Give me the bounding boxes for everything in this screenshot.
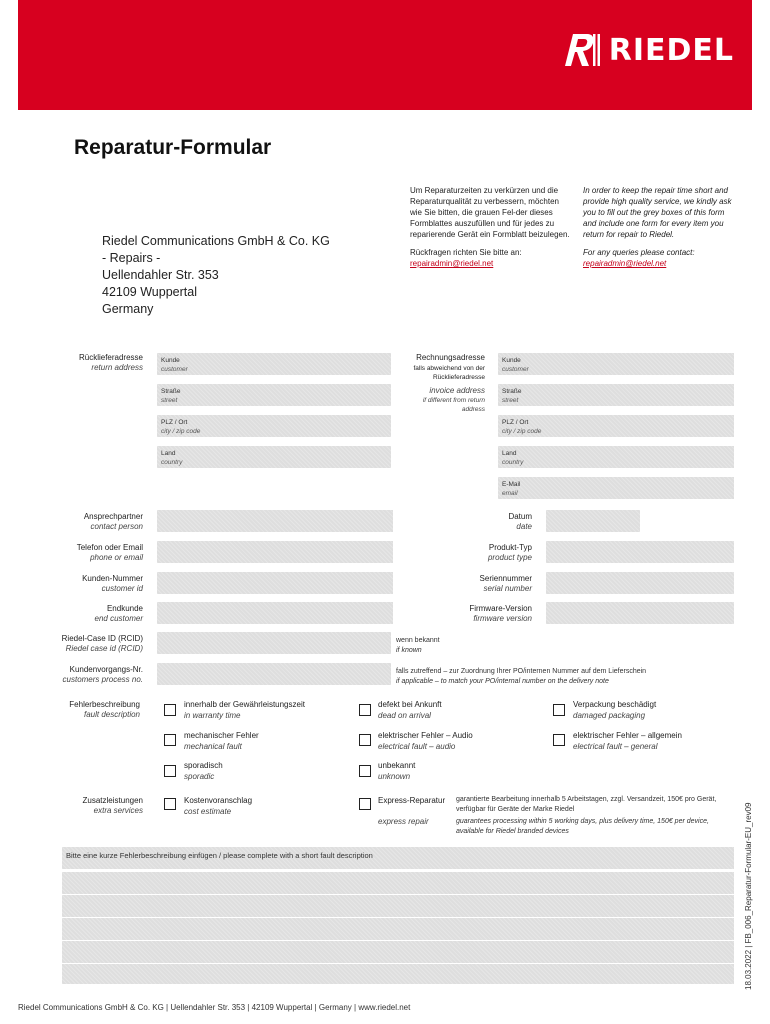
intro-text: In order to keep the repair time short and provide high quality service, we kindly ask you to fill out the grey boxes of this form and include one form for every item you return for repair to Riedel. [583, 186, 732, 239]
riedel-logo-icon [561, 30, 601, 70]
electrical-general-label: elektrischer Fehler – allgemein electrical fault – general [573, 731, 682, 751]
process-number-field[interactable] [157, 663, 391, 685]
invoice-street-field[interactable]: Straße street [498, 384, 734, 406]
mechanical-fault-label: mechanischer Fehler mechanical fault [184, 731, 259, 751]
phone-email-field[interactable] [157, 541, 393, 563]
cost-estimate-label: Kostenvoranschlag cost estimate [184, 796, 253, 816]
return-city-field[interactable]: PLZ / Ort city / zip code [157, 415, 391, 437]
return-country-field[interactable]: Land country [157, 446, 391, 468]
date-field[interactable] [546, 510, 640, 532]
express-repair-label: Express-Reparatur [378, 796, 446, 805]
product-type-field[interactable] [546, 541, 734, 563]
address-line: Riedel Communications GmbH & Co. KG [102, 234, 330, 248]
page-footer: Riedel Communications GmbH & Co. KG | Uellendahler Str. 353 | 42109 Wuppertal | Germany | www.riedel.net [18, 1003, 411, 1012]
page-title: Reparatur-Formular [74, 136, 272, 159]
dead-on-arrival-label: defekt bei Ankunft dead on arrival [378, 700, 442, 720]
electrical-audio-checkbox[interactable] [359, 734, 371, 746]
description-line-2[interactable] [62, 872, 734, 894]
description-line-1[interactable] [62, 847, 734, 869]
intro-english [583, 185, 733, 276]
express-repair-checkbox[interactable] [359, 798, 371, 810]
address-line: Germany [102, 302, 154, 316]
warranty-checkbox[interactable] [164, 704, 176, 716]
logo-text: RIEDEL [608, 32, 734, 68]
intro-german [410, 185, 570, 276]
fault-description-label: Fehlerbeschreibung fault description [69, 700, 140, 719]
contact-text: Rückfragen richten Sie bitte an: [410, 248, 522, 257]
express-note-english: guarantees processing within 5 working days, plus delivery time, 150€ per device, available for Riedel branded devices [456, 818, 709, 835]
invoice-email-field[interactable]: E-Mail email [498, 477, 734, 499]
invoice-city-field[interactable]: PLZ / Ort city / zip code [498, 415, 734, 437]
process-number-label: Kundenvorgangs-Nr. customers process no. [62, 665, 143, 684]
riedel-logo [561, 28, 734, 72]
description-line-5[interactable] [62, 941, 734, 963]
end-customer-label: Endkunde end customer [94, 604, 143, 623]
return-street-field[interactable]: Straße street [157, 384, 391, 406]
process-number-note: falls zutreffend – zur Zuordnung Ihrer PO/internen Nummer auf dem Lieferschein if applicable – to match your PO/internal number on the delivery note [396, 668, 647, 685]
end-customer-field[interactable] [157, 602, 393, 624]
express-note-german: garantierte Bearbeitung innerhalb 5 Arbeitstagen, zzgl. Versandzeit, 150€ pro Gerät, verfügbar für Geräte der Marke Riedel [456, 796, 717, 813]
sporadic-checkbox[interactable] [164, 765, 176, 777]
contact-email-link[interactable]: repairadmin@riedel.net [583, 259, 667, 268]
contact-person-field[interactable] [157, 510, 393, 532]
rcid-field[interactable] [157, 632, 391, 654]
invoice-customer-field[interactable]: Kunde customer [498, 353, 734, 375]
electrical-general-checkbox[interactable] [553, 734, 565, 746]
description-line-4[interactable] [62, 918, 734, 940]
contact-person-label: Ansprechpartner contact person [83, 512, 143, 531]
firmware-version-label: Firmware-Version firmware version [469, 604, 532, 623]
description-line-3[interactable] [62, 895, 734, 917]
return-address-label: Rücklieferadresse return address [78, 353, 143, 372]
rcid-label: Riedel-Case ID (RCID) Riedel case id (RCID) [61, 634, 143, 653]
address-line: 42109 Wuppertal [102, 285, 197, 299]
customer-id-field[interactable] [157, 572, 393, 594]
rcid-note: wenn bekannt if known [396, 637, 440, 654]
unknown-checkbox[interactable] [359, 765, 371, 777]
warranty-label: innerhalb der Gewährleistungszeit in warranty time [184, 700, 305, 720]
contact-text: For any queries please contact: [583, 248, 695, 257]
sporadic-label: sporadisch sporadic [184, 761, 223, 781]
cost-estimate-checkbox[interactable] [164, 798, 176, 810]
dead-on-arrival-checkbox[interactable] [359, 704, 371, 716]
address-line: Uellendahler Str. 353 [102, 268, 219, 282]
electrical-audio-label: elektrischer Fehler – Audio electrical fault – audio [378, 731, 473, 751]
description-prompt: Bitte eine kurze Fehlerbeschreibung einfügen / please complete with a short fault description [66, 851, 373, 860]
phone-email-label: Telefon oder Email phone or email [76, 543, 143, 562]
unknown-label: unbekannt unknown [378, 761, 416, 781]
mechanical-fault-checkbox[interactable] [164, 734, 176, 746]
firmware-version-field[interactable] [546, 602, 734, 624]
description-line-6[interactable] [62, 964, 734, 984]
address-line: - Repairs - [102, 251, 161, 265]
invoice-address-label-en: invoice address if different from return address [422, 386, 485, 413]
extra-services-label: Zusatzleistungen extra services [82, 796, 143, 815]
serial-number-field[interactable] [546, 572, 734, 594]
customer-id-label: Kunden-Nummer customer id [82, 574, 143, 593]
express-repair-label-en: express repair [378, 817, 429, 826]
intro-text: Um Reparaturzeiten zu verkürzen und die Reparaturqualität zu verbessern, möchten wie Sie bitten, die grauen Fel-der dieses Formblattes auszufüllen und für jedes zu reparierende Gerät ein Formblatt beizulegen. [410, 186, 570, 239]
contact-email-link[interactable]: repairadmin@riedel.net [410, 259, 494, 268]
date-label: Datum date [508, 512, 532, 531]
recipient-address [102, 233, 330, 318]
damaged-packaging-checkbox[interactable] [553, 704, 565, 716]
product-type-label: Produkt-Typ product type [487, 543, 532, 562]
damaged-packaging-label: Verpackung beschädigt damaged packaging [573, 700, 657, 720]
invoice-address-label: Rechnungsadresse falls abweichend von der Rücklieferadresse [413, 353, 485, 381]
document-revision: 18.03.2022 | FB_006_Reparatur-Formular-EU_rev09 [744, 802, 753, 990]
serial-number-label: Seriennummer serial number [479, 574, 532, 593]
return-customer-field[interactable]: Kunde customer [157, 353, 391, 375]
invoice-country-field[interactable]: Land country [498, 446, 734, 468]
